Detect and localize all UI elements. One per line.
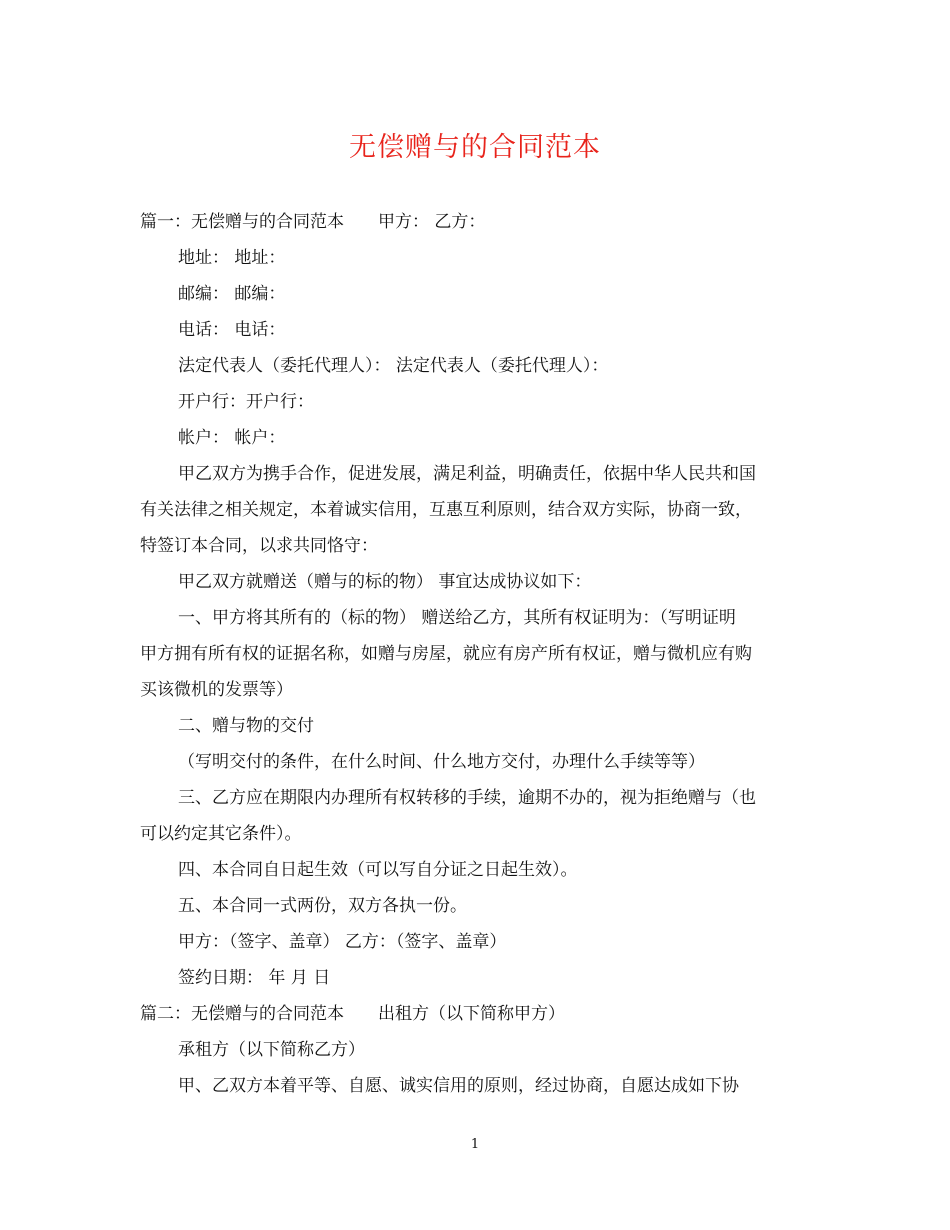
document-title: 无偿赠与的合同范本 (349, 132, 601, 163)
address-line: 地址： 地址： (178, 248, 286, 268)
bank-line: 开户行：开户行： (178, 392, 314, 412)
phone-line: 电话： 电话： (178, 320, 286, 340)
paragraph-line: 甲乙双方就赠送（赠与的标的物） 事宜达成协议如下： (178, 572, 592, 592)
paragraph-line: 有关法律之相关规定，本着诚实信用，互惠互利原则，结合双方实际，协商一致， (140, 500, 752, 520)
page-number: 1 (470, 1137, 480, 1152)
section-heading-1: 篇一：无偿赠与的合同范本 甲方： 乙方： (140, 212, 486, 232)
clause-2-line: 二、赠与物的交付 (178, 716, 314, 736)
paragraph-line: 特签订本合同，以求共同恪守： (140, 536, 378, 556)
clause-3-line: 可以约定其它条件）。 (140, 824, 302, 844)
signing-date-line: 签约日期： 年 月 日 (178, 968, 331, 988)
document-body (140, 204, 812, 1104)
postcode-line: 邮编： 邮编： (178, 284, 286, 304)
paragraph-line: 甲、乙双方本着平等、自愿、诚实信用的原则，经过协商，自愿达成如下协 (178, 1076, 739, 1096)
clause-5-line: 五、本合同一式两份，双方各执一份。 (178, 896, 467, 916)
account-line: 帐户： 帐户： (178, 428, 286, 448)
clause-1-line: 甲方拥有所有权的证据名称，如赠与房屋，就应有房产所有权证，赠与微机应有购 (140, 644, 752, 664)
legal-representative-line: 法定代表人（委托代理人）： 法定代表人（委托代理人）： (178, 356, 609, 376)
clause-1-line: 一、甲方将其所有的（标的物） 赠送给乙方，其所有权证明为：（写明证明 (178, 608, 736, 628)
signature-line: 甲方：（签字、盖章） 乙方：（签字、盖章） (178, 932, 507, 952)
paragraph-line: 甲乙双方为携手合作，促进发展，满足利益，明确责任，依据中华人民共和国 (178, 464, 756, 484)
section-heading-2: 篇二：无偿赠与的合同范本 出租方（以下简称甲方） (140, 1004, 565, 1024)
clause-4-line: 四、本合同自日起生效（可以写自分证之日起生效）。 (178, 860, 578, 880)
clause-2-note-line: （写明交付的条件，在什么时间、什么地方交付，办理什么手续等等） (178, 752, 705, 772)
clause-1-line: 买该微机的发票等） (140, 680, 293, 700)
lessee-line: 承租方（以下简称乙方） (178, 1040, 365, 1060)
clause-3-line: 三、乙方应在期限内办理所有权转移的手续，逾期不办的，视为拒绝赠与（也 (178, 788, 756, 808)
